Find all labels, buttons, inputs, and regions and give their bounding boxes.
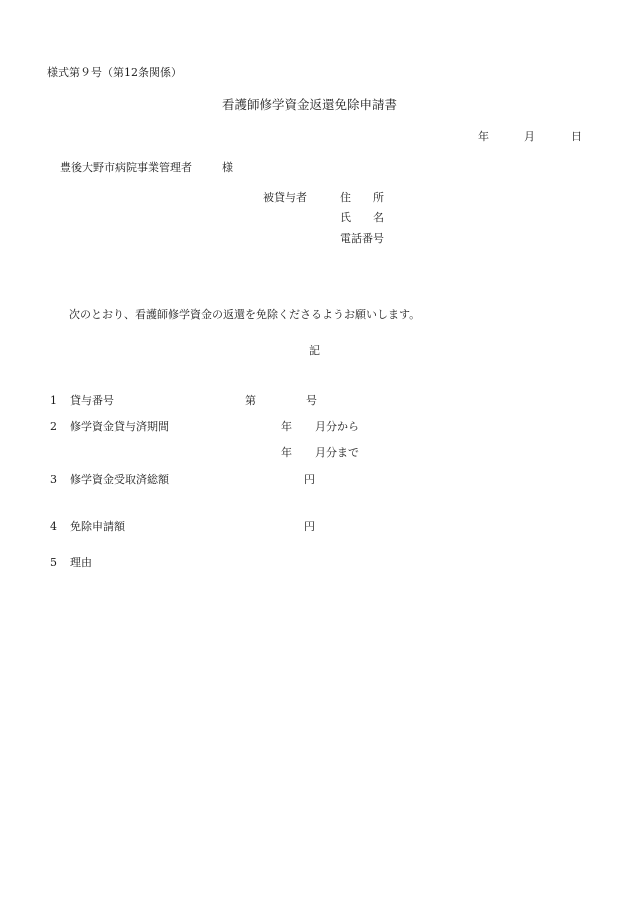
exemption-amount-unit: 円 <box>304 520 315 533</box>
period-from-month: 月分から <box>315 420 359 433</box>
applicant-address-label: 住 所 <box>340 191 384 204</box>
item-label: 貸与番号 <box>70 394 114 407</box>
period-to-year: 年 <box>281 446 292 459</box>
period-from-year: 年 <box>281 420 292 433</box>
item-label: 修学資金貸与済期間 <box>70 420 169 433</box>
item-label: 免除申請額 <box>70 520 125 533</box>
loan-number-suffix: 号 <box>306 394 317 407</box>
date-day-label: 日 <box>571 130 582 143</box>
applicant-phone-label: 電話番号 <box>340 232 384 245</box>
addressee-name: 豊後大野市病院事業管理者 <box>60 161 192 174</box>
date-month-label: 月 <box>524 130 535 143</box>
item-number: 2 <box>50 420 57 433</box>
document-title: 看護師修学資金返還免除申請書 <box>222 97 398 112</box>
ki-heading: 記 <box>309 344 320 357</box>
loan-number-prefix: 第 <box>245 394 256 407</box>
form-id: 様式第９号（第12条関係） <box>47 66 182 79</box>
item-label: 理由 <box>70 556 92 569</box>
date-year-label: 年 <box>478 130 489 143</box>
item-number: 1 <box>50 394 57 407</box>
body-text: 次のとおり、看護師修学資金の返還を免除くださるようお願いします。 <box>69 308 421 321</box>
item-number: 3 <box>50 473 57 486</box>
addressee-honorific: 様 <box>222 161 233 174</box>
applicant-name-label: 氏 名 <box>340 211 384 224</box>
applicant-role-label: 被貸与者 <box>263 191 307 204</box>
item-number: 5 <box>50 556 57 569</box>
item-label: 修学資金受取済総額 <box>70 473 169 486</box>
item-number: 4 <box>50 520 57 533</box>
total-received-unit: 円 <box>304 473 315 486</box>
period-to-month: 月分まで <box>315 446 359 459</box>
